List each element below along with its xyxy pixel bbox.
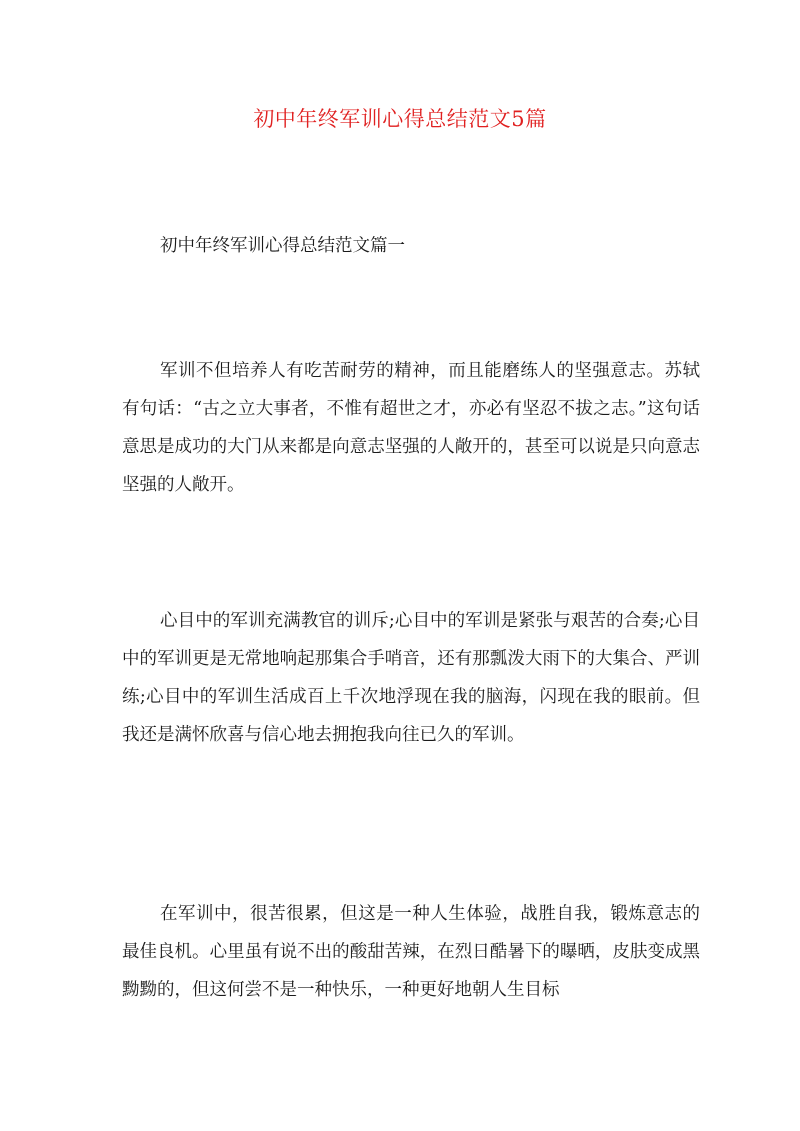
document-title: 初中年终军训心得总结范文5篇 [253,107,547,131]
paragraph-2: 心目中的军训充满教官的训斥;心目中的军训是紧张与艰苦的合奏;心目中的军训更是无常地响起那集合手哨音，还有那瓢泼大雨下的大集合、严训练;心目中的军训生活成百上千次地浮现在我的脑海，闪现在我的眼前。但我还是满怀欣喜与信心地去拥抱我向往已久的军训。 [122,611,700,745]
paragraph-1: 军训不但培养人有吃苦耐劳的精神，而且能磨练人的坚强意志。苏轼有句话：“古之立大事者，不惟有超世之才，亦必有坚忍不拔之志。”这句话意思是成功的大门从来都是向意志坚强的人敞开的，甚至可以说是只向意志坚强的人敞开。 [122,361,700,495]
section-heading: 初中年终军训心得总结范文篇一 [160,236,405,256]
paragraph-3: 在军训中，很苦很累，但这是一种人生体验，战胜自我，锻炼意志的最佳良机。心里虽有说不出的酸甜苦辣，在烈日酷暑下的曝晒，皮肤变成黑黝黝的，但这何尝不是一种快乐，一种更好地朝人生目标 [122,904,700,1000]
